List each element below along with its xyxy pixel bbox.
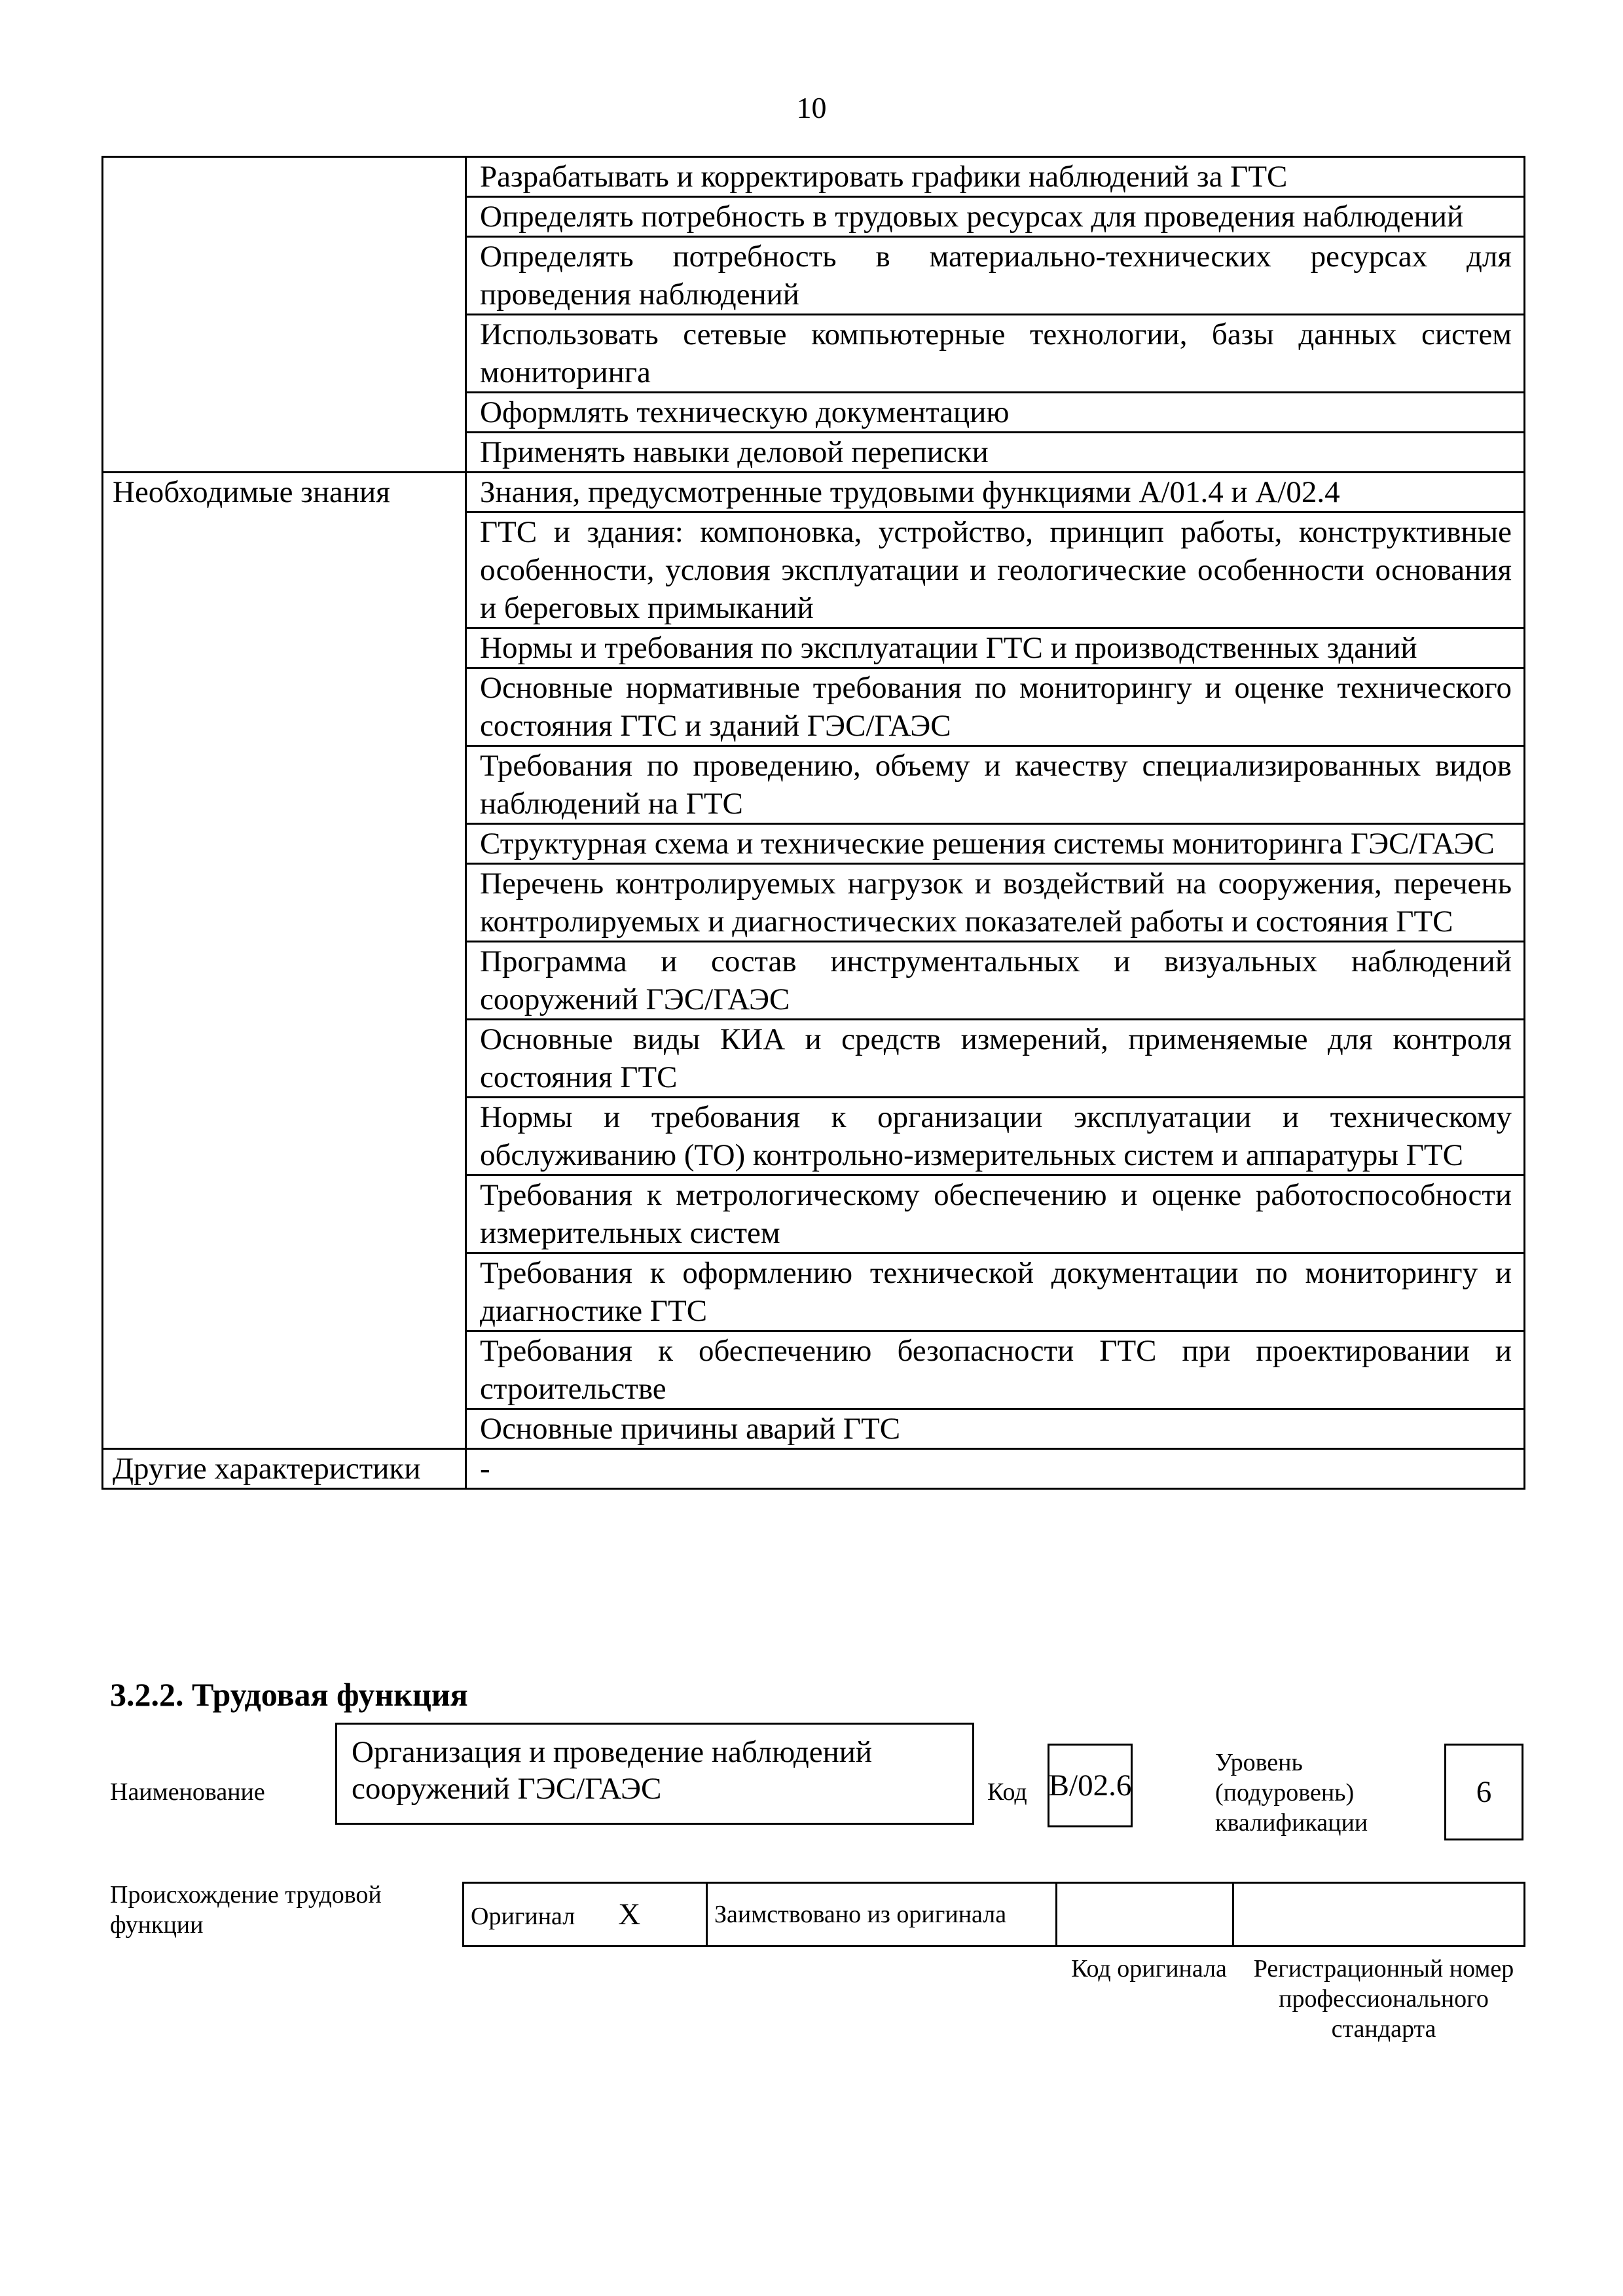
original-cell bbox=[464, 1883, 707, 1946]
requirement-cell: Требования по проведению, объему и качеству специализированных видов наблюдений на ГТС bbox=[466, 746, 1525, 824]
borrowed-label: Заимствовано из оригинала bbox=[714, 1901, 1007, 1928]
borrowed-cell bbox=[707, 1883, 1057, 1946]
requirement-cell: Основные нормативные требования по мониторингу и оценке технического состояния ГТС и зданий ГЭС/ГАЭС bbox=[466, 668, 1525, 746]
requirement-cell: Основные виды КИА и средств измерений, применяемые для контроля состояния ГТС bbox=[466, 1020, 1525, 1098]
row-label: Необходимые знания bbox=[103, 473, 466, 1449]
code-label: Код bbox=[987, 1778, 1027, 1806]
function-name-value: Организация и проведение наблюдений сооружений ГЭС/ГАЭС bbox=[352, 1735, 873, 1806]
original-code-caption: Код оригинала bbox=[1071, 1955, 1227, 1982]
requirement-cell: Определять потребность в материально-технических ресурсах для проведения наблюдений bbox=[466, 237, 1525, 315]
requirement-cell: Нормы и требования по эксплуатации ГТС и производственных зданий bbox=[466, 628, 1525, 668]
requirement-cell: Основные причины аварий ГТС bbox=[466, 1409, 1525, 1449]
row-label: Другие характеристики bbox=[103, 1449, 466, 1489]
requirement-cell: Использовать сетевые компьютерные технологии, базы данных систем мониторинга bbox=[466, 315, 1525, 393]
requirement-cell: Программа и состав инструментальных и визуальных наблюдений сооружений ГЭС/ГАЭС bbox=[466, 942, 1525, 1020]
name-label: Наименование bbox=[110, 1778, 265, 1806]
reg-number-caption: Регистрационный номер профессионального стандарта bbox=[1253, 1955, 1514, 2043]
table-row bbox=[103, 473, 1525, 512]
requirement-cell: Применять навыки деловой переписки bbox=[466, 433, 1525, 473]
level-label: Уровень (подуровень) квалификации bbox=[1215, 1749, 1368, 1837]
requirement-cell: Нормы и требования к организации эксплуатации и техническому обслуживанию (ТО) контрольно-измерительных систем и аппаратуры ГТС bbox=[466, 1098, 1525, 1175]
page-number: 10 bbox=[796, 91, 827, 124]
section-title: 3.2.2. Трудовая функция bbox=[110, 1676, 468, 1713]
requirement-cell: Структурная схема и технические решения системы мониторинга ГЭС/ГАЭС bbox=[466, 824, 1525, 864]
origin-table bbox=[462, 1882, 1525, 1947]
table-row bbox=[103, 157, 1525, 197]
level-value-box bbox=[1444, 1744, 1523, 1840]
requirement-cell: - bbox=[466, 1449, 1525, 1489]
code-value-box bbox=[1048, 1744, 1133, 1827]
requirement-cell: ГТС и здания: компоновка, устройство, принцип работы, конструктивные особенности, условия эксплуатации и геологические особенности основания и береговых примыканий bbox=[466, 512, 1525, 628]
competencies-table bbox=[101, 156, 1525, 1490]
reg-number-cell bbox=[1233, 1883, 1525, 1946]
requirement-cell: Знания, предусмотренные трудовыми функциями А/01.4 и А/02.4 bbox=[466, 473, 1525, 512]
original-mark: X bbox=[618, 1897, 641, 1931]
origin-label: Происхождение трудовой функции bbox=[110, 1881, 382, 1939]
requirement-cell: Разрабатывать и корректировать графики наблюдений за ГТС bbox=[466, 157, 1525, 197]
table-row bbox=[103, 1449, 1525, 1489]
requirement-cell: Требования к метрологическому обеспечению и оценке работоспособности измерительных систем bbox=[466, 1175, 1525, 1253]
level-value: 6 bbox=[1476, 1775, 1492, 1809]
requirement-cell: Требования к обеспечению безопасности ГТС при проектировании и строительстве bbox=[466, 1331, 1525, 1409]
original-code-cell bbox=[1057, 1883, 1233, 1946]
requirement-cell: Перечень контролируемых нагрузок и воздействий на сооружения, перечень контролируемых и диагностических показателей работы и состояния ГТС bbox=[466, 864, 1525, 942]
original-label: Оригинал bbox=[471, 1903, 575, 1930]
requirement-cell: Требования к оформлению технической документации по мониторингу и диагностике ГТС bbox=[466, 1253, 1525, 1331]
requirement-cell: Определять потребность в трудовых ресурсах для проведения наблюдений bbox=[466, 197, 1525, 237]
function-name-box bbox=[335, 1723, 974, 1825]
code-value: В/02.6 bbox=[1048, 1768, 1132, 1803]
row-label bbox=[103, 157, 466, 473]
requirement-cell: Оформлять техническую документацию bbox=[466, 393, 1525, 433]
